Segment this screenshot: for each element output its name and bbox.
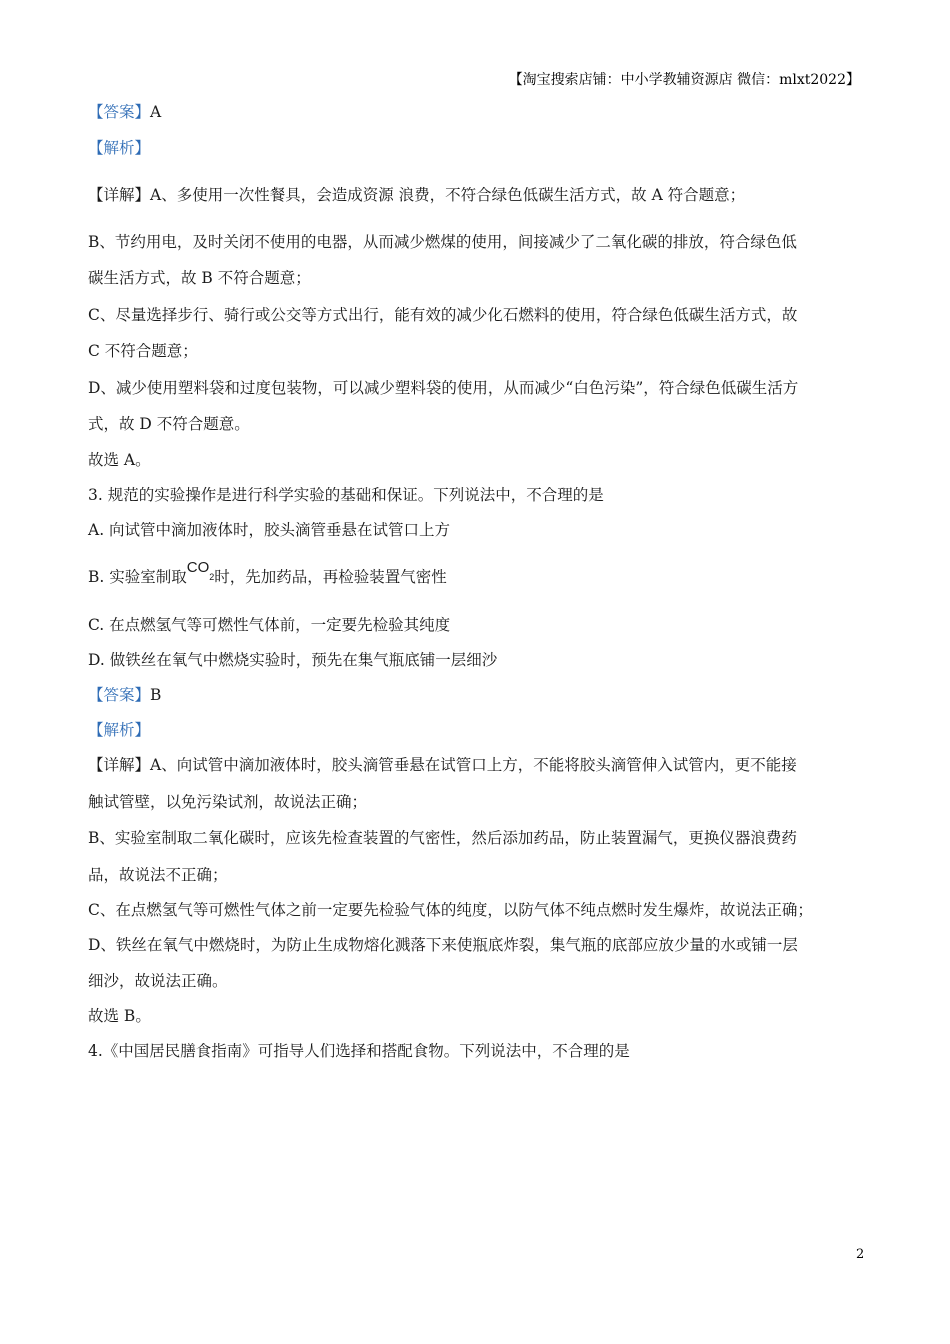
q4-stem: 4.《中国居民膳食指南》可指导人们选择和搭配食物。下列说法中，不合理的是	[88, 1042, 630, 1060]
detail-text: A、向试管中滴加液体时，胶头滴管垂悬在试管口上方，不能将胶头滴管伸入试管内，更不能接	[150, 756, 797, 774]
q3-option-c: C. 在点燃氢气等可燃性气体前，一定要先检验其纯度	[88, 616, 451, 634]
co2-formula: $CO_2$	[186, 559, 215, 582]
q3-detail-line-2: 触试管壁，以免污染试剂，故说法正确；	[88, 793, 368, 811]
detail-text: A、多使用一次性餐具，会造成资源 浪费，不符合绿色低碳生活方式，故 A 符合题意；	[150, 186, 746, 204]
q3-option-b	[88, 559, 868, 593]
answer-tag: 【答案】	[88, 686, 151, 704]
answer-value: A	[150, 103, 162, 121]
q3-detail-line-6: D、铁丝在氧气中燃烧时，为防止生成物熔化溅落下来使瓶底炸裂，集气瓶的底部应放少量的水或铺一层	[88, 936, 798, 954]
page-number: 2	[856, 1247, 865, 1262]
q2-detail-line-6: D、减少使用塑料袋和过度包装物，可以减少塑料袋的使用，从而减少“白色污染”，符合绿色低碳生活方	[88, 379, 799, 397]
q2-conclusion: 故选 A。	[88, 451, 151, 469]
header-shop-info: 【淘宝搜索店铺：中小学教辅资源店 微信：mlxt2022】	[508, 72, 860, 88]
q2-detail-line-3: 碳生活方式，故 B 不符合题意；	[88, 269, 311, 287]
q3-detail-line-1	[88, 755, 868, 775]
q3-conclusion: 故选 B。	[88, 1007, 151, 1025]
answer-value: B	[150, 686, 162, 704]
detail-tag: 【详解】	[88, 186, 151, 204]
q2-answer	[88, 102, 868, 122]
q3-detail-line-4: 品，故说法不正确；	[88, 866, 228, 884]
q3-detail-line-5: C、在点燃氢气等可燃性气体之前一定要先检验气体的纯度，以防气体不纯点燃时发生爆炸，故说法正确；	[88, 901, 813, 919]
q2-detail-line-5: C 不符合题意；	[88, 342, 198, 360]
q2-detail-line-1	[88, 185, 868, 205]
q3-detail-line-3: B、实验室制取二氧化碳时，应该先检查装置的气密性，然后添加药品，防止装置漏气，更换仪器浪费药	[88, 829, 797, 847]
q2-detail-line-2: B、节约用电，及时关闭不使用的电器，从而减少燃煤的使用，间接减少了二氧化碳的排放，符合绿色低	[88, 233, 797, 251]
q3-analysis-tag: 【解析】	[88, 721, 151, 739]
q2-analysis-tag: 【解析】	[88, 139, 151, 157]
detail-tag: 【详解】	[88, 756, 151, 774]
q2-detail-line-4: C、尽量选择步行、骑行或公交等方式出行，能有效的减少化石燃料的使用，符合绿色低碳生活方式，故	[88, 306, 798, 324]
q3-answer	[88, 685, 868, 705]
q2-detail-line-7: 式，故 D 不符合题意。	[88, 415, 250, 433]
q3-option-d: D. 做铁丝在氧气中燃烧实验时，预先在集气瓶底铺一层细沙	[88, 651, 498, 669]
q3-detail-line-7: 细沙，故说法正确。	[88, 972, 228, 990]
answer-tag: 【答案】	[88, 103, 151, 121]
option-b-suffix: 时，先加药品，再检验装置气密性	[214, 568, 447, 586]
q3-stem: 3. 规范的实验操作是进行科学实验的基础和保证。下列说法中，不合理的是	[88, 486, 604, 504]
option-b-prefix: B. 实验室制取	[88, 568, 187, 586]
q3-option-a: A. 向试管中滴加液体时，胶头滴管垂悬在试管口上方	[88, 521, 451, 539]
